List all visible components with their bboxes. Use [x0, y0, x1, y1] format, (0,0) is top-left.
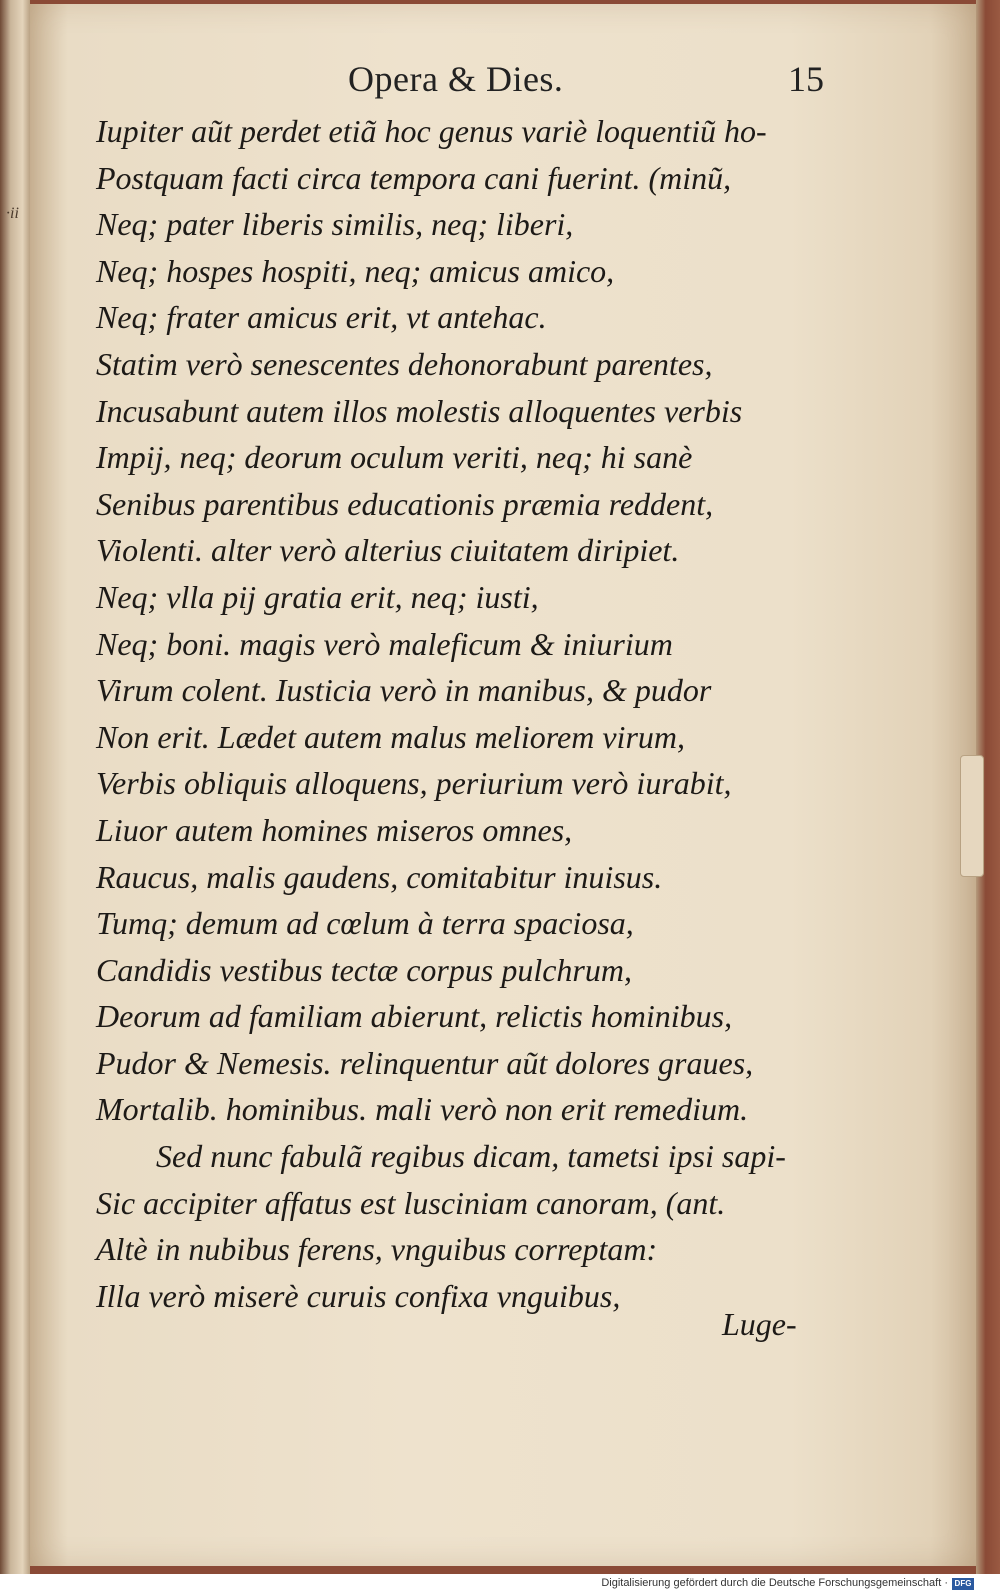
verse-line: Sic accipiter affatus est lusciniam canoram, (ant.	[96, 1184, 726, 1221]
verse-line: Neq; hospes hospiti, neq; amicus amico,	[96, 252, 615, 289]
verse-line: Virum colent. Iusticia verò in manibus, & pudor	[96, 672, 712, 709]
verse-line: Neq; vlla pij gratia erit, neq; iusti,	[96, 578, 539, 615]
verse-line: Neq; frater amicus erit, vt antehac.	[96, 299, 547, 336]
verse-line: Neq; pater liberis similis, neq; liberi,	[96, 206, 574, 243]
verse-line: Postquam facti circa tempora cani fuerint. (minũ,	[96, 159, 732, 196]
verse-line: Incusabunt autem illos molestis alloquentes verbis	[96, 392, 743, 429]
running-head-title: Opera & Dies.	[348, 59, 564, 99]
verse-line: Neq; boni. magis verò maleficum & iniurium	[96, 625, 673, 662]
verse-line: Candidis vestibus tectæ corpus pulchrum,	[96, 951, 632, 988]
page-tab	[960, 755, 984, 877]
dfg-logo: DFG	[952, 1578, 974, 1590]
running-head	[30, 58, 978, 108]
verse-line: Pudor & Nemesis. relinquentur aũt dolores graues,	[96, 1044, 754, 1081]
verse-line: Non erit. Lædet autem malus meliorem virum,	[96, 718, 685, 755]
verse-text	[96, 108, 826, 1319]
catchword: Luge-	[722, 1306, 797, 1342]
verse-line: Violenti. alter verò alterius ciuitatem diripiet.	[96, 532, 680, 569]
verse-line: Raucus, malis gaudens, comitabitur inuisus.	[96, 858, 663, 895]
page-number: 15	[788, 59, 824, 99]
verse-line: Senibus parentibus educationis præmia reddent,	[96, 485, 714, 522]
verse-line: Mortalib. hominibus. mali verò non erit remedium.	[96, 1091, 749, 1128]
verse-line: Sed nunc fabulã regibus dicam, tametsi ipsi sapi-	[156, 1138, 786, 1175]
verse-line: Liuor autem homines miseros omnes,	[96, 811, 573, 848]
previous-page-edge	[0, 0, 30, 1574]
verse-line: Iupiter aũt perdet etiã hoc genus variè loquentiũ ho-	[96, 113, 767, 149]
verse-line: Altè in nubibus ferens, vnguibus correptam:	[96, 1231, 658, 1268]
verse-line: Statim verò senescentes dehonorabunt parentes,	[96, 345, 713, 382]
verse-line: Impij, neq; deorum oculum veriti, neq; hi sanè	[96, 439, 693, 476]
funding-credit: Digitalisierung gefördert durch die Deutsche Forschungsgemeinschaft ·	[601, 1577, 948, 1589]
verse-line: Tumq; demum ad cœlum à terra spaciosa,	[96, 905, 634, 942]
verse-line: Illa verò miserè curuis confixa vnguibus,	[96, 1277, 621, 1314]
margin-note: ·ii	[6, 205, 19, 222]
verse-line: Verbis obliquis alloquens, periurium verò iurabit,	[96, 765, 732, 802]
footer-bar	[0, 1574, 1000, 1595]
verse-line: Deorum ad familiam abierunt, relictis hominibus,	[96, 998, 733, 1035]
